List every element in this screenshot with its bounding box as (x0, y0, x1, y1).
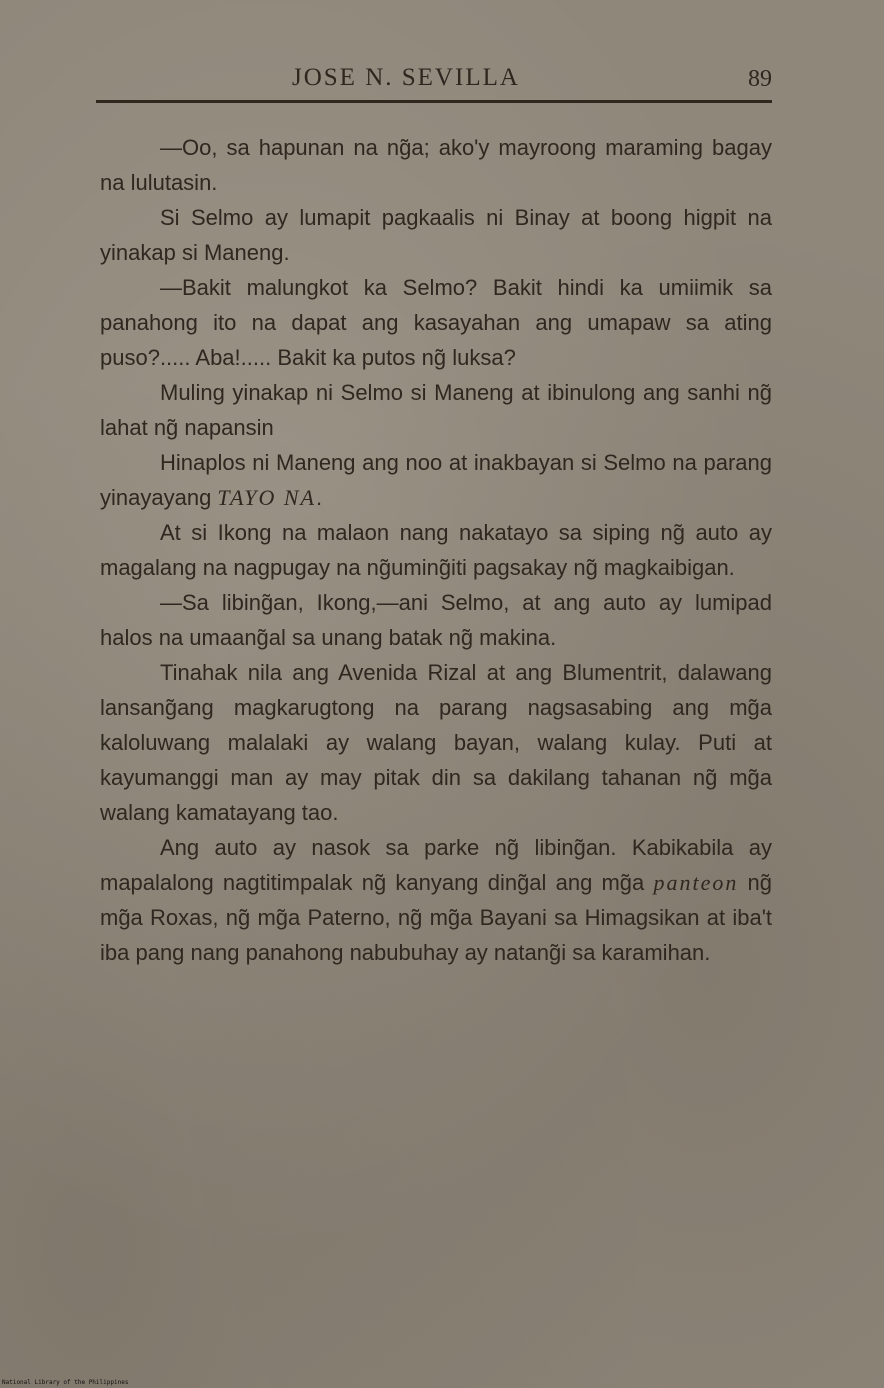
body-text (100, 130, 772, 970)
running-head (96, 62, 772, 100)
header-author: JOSE N. SEVILLA (292, 64, 520, 91)
italic-word: panteon (653, 870, 739, 895)
paragraph: —Sa libing̃an, Ikong,—ani Selmo, at ang auto ay lumipad halos na umaang̃al sa unang batak ng̃ makina. (100, 590, 772, 650)
page-number: 89 (748, 66, 772, 92)
paragraph-text: ng̃ mg̃a Roxas, ng̃ mg̃a Paterno, ng̃ mg̃a Bayani sa Himagsikan at iba't iba pang nang panahong nabubuhay ay natang̃i sa karamihan. (100, 870, 772, 965)
italic-phrase: TAYO NA (217, 485, 316, 510)
paragraph-text: Ang auto ay nasok sa parke ng̃ libing̃an. Kabikabila ay mapalalong nagtitimpalak ng̃ kanyang ding̃al ang mg̃a (100, 835, 772, 895)
paragraph: Si Selmo ay lumapit pagkaalis ni Binay at boong higpit na yinakap si Maneng. (100, 205, 772, 265)
paragraph: —Oo, sa hapunan na ng̃a; ako'y mayroong maraming bagay na lulutasin. (100, 135, 772, 195)
paragraph-text: Hinaplos ni Maneng ang noo at inakbayan si Selmo na parang yinayayang (100, 450, 772, 510)
paragraph-text: . (315, 485, 323, 510)
paragraph: —Bakit malungkot ka Selmo? Bakit hindi ka umiimik sa panahong ito na dapat ang kasayahan ang umapaw sa ating puso?..... Aba!..... Bakit ka putos ng̃ luksa? (100, 275, 772, 370)
paragraph: Tinahak nila ang Avenida Rizal at ang Blumentrit, dalawang lansang̃ang magkarugtong na parang nagsasabing ang mg̃a kaloluwang malalaki ay walang bayan, walang kulay. Puti at kayumanggi man ay may pitak din sa dakilang tahanan ng̃ mg̃a walang kamatayang tao. (100, 660, 772, 825)
paragraph: At si Ikong na malaon nang nakatayo sa siping ng̃ auto ay magalang na nagpugay na ng̃uming̃iti pagsakay ng̃ magkaibigan. (100, 520, 772, 580)
paragraph (100, 830, 772, 970)
paragraph (100, 445, 772, 515)
library-credit: National Library of the Philippines (2, 1379, 129, 1386)
header-rule (96, 100, 772, 103)
paragraph: Muling yinakap ni Selmo si Maneng at ibinulong ang sanhi ng̃ lahat ng̃ napansin (100, 380, 772, 440)
